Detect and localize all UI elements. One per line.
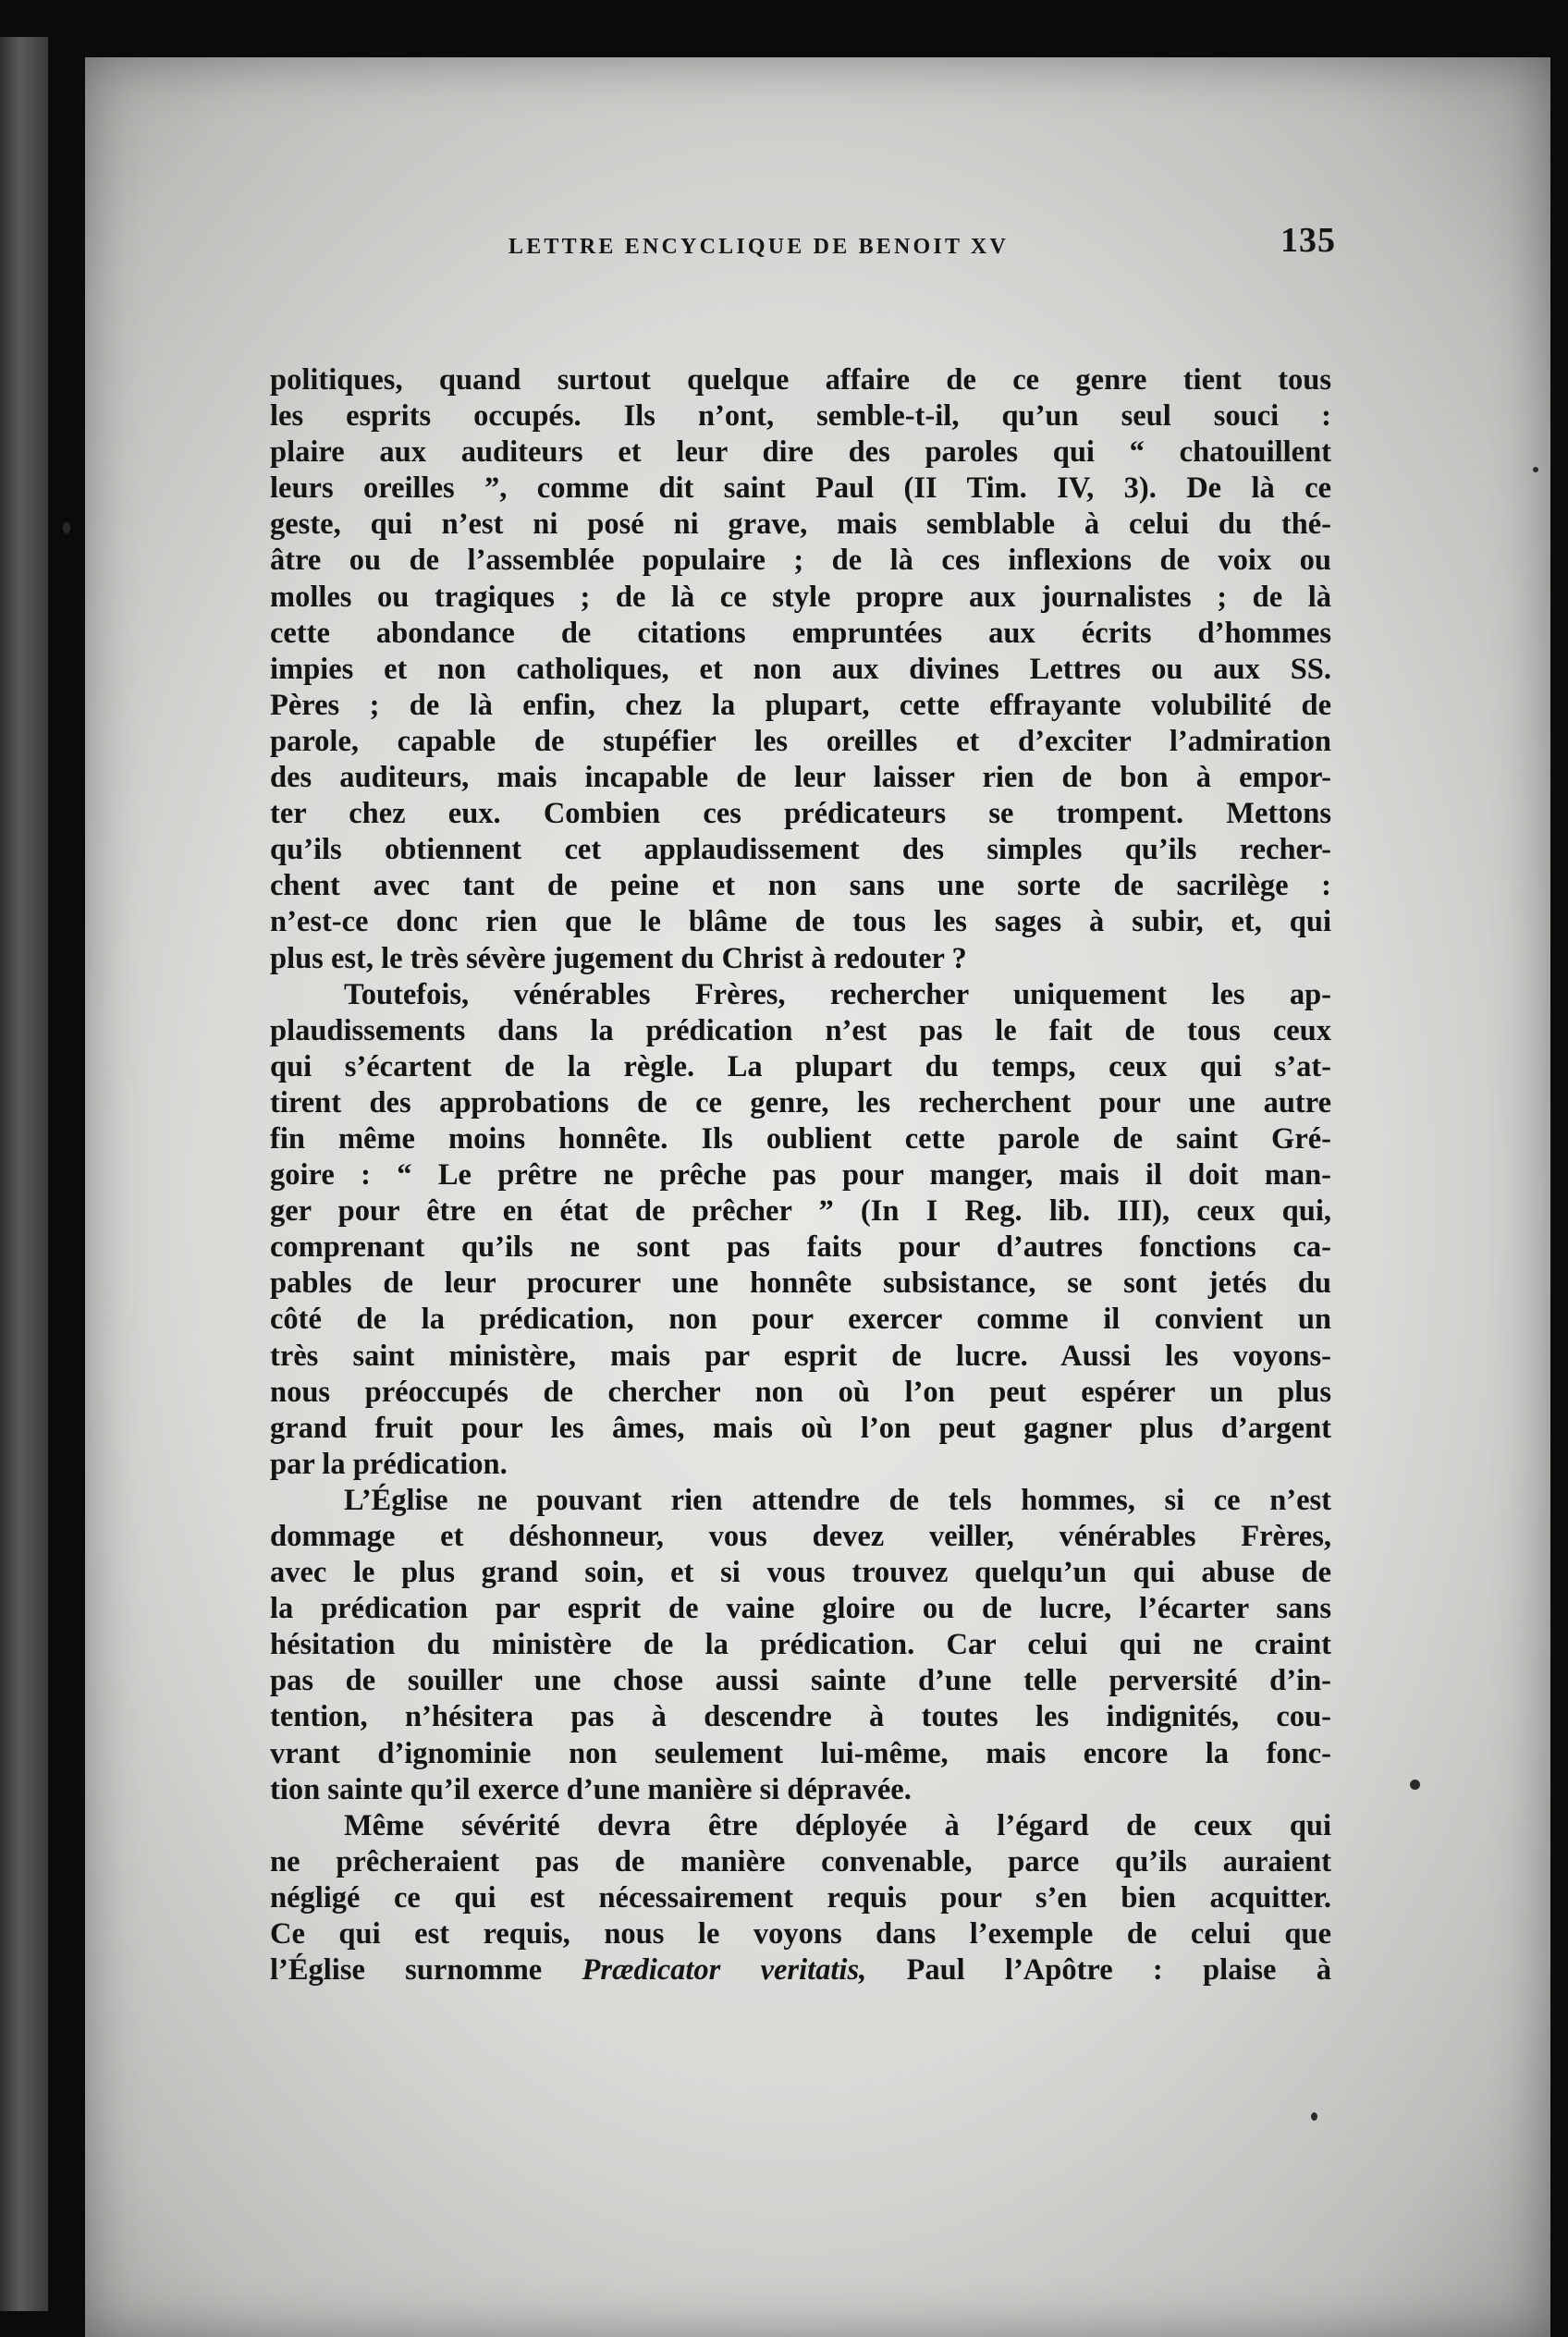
text-line: tirent des approbations de ce genre, les recherchent pour une autre	[270, 1085, 1331, 1120]
text-line: plus est, le très sévère jugement du Christ à redouter ?	[270, 941, 967, 975]
text-line: plaudissements dans la prédication n’est pas le fait de tous ceux	[270, 1013, 1331, 1047]
text-line: ger pour être en état de prêcher ” (In I Reg. lib. III), ceux qui,	[270, 1194, 1331, 1229]
scan-speck	[1311, 2112, 1317, 2121]
text-line: nous préoccupés de chercher non où l’on peut espérer un plus	[270, 1375, 1331, 1409]
text-line: pas de souiller une chose aussi sainte d’une telle perversité d’in-	[270, 1664, 1331, 1698]
text-line: tion sainte qu’il exerce d’une manière si dépravée.	[270, 1772, 912, 1806]
text-segment: l’Église surnomme	[270, 1953, 582, 1988]
text-line: qui s’écartent de la règle. La plupart du temps, ceux qui s’at-	[270, 1049, 1331, 1083]
text-line: grand fruit pour les âmes, mais où l’on peut gagner plus d’argent	[270, 1411, 1331, 1445]
text-line: politiques, quand surtout quelque affaire de ce genre tient tous	[270, 363, 1331, 397]
text-line: cette abondance de citations empruntées aux écrits d’hommes	[270, 616, 1331, 650]
text-line: fin même moins honnête. Ils oublient cette parole de saint Gré-	[270, 1121, 1331, 1156]
text-line: des auditeurs, mais incapable de leur laisser rien de bon à empor-	[270, 761, 1331, 795]
page-number: 135	[1280, 221, 1336, 260]
text-line: molles ou tragiques ; de là ce style propre aux journalistes ; de là	[270, 580, 1331, 614]
paragraph-start-line: L’Église ne pouvant rien attendre de tels hommes, si ce n’est	[344, 1483, 1331, 1517]
text-line: impies et non catholiques, et non aux divines Lettres ou aux SS.	[270, 652, 1331, 686]
text-line: ne prêcheraient pas de manière convenable, parce qu’ils auraient	[270, 1844, 1331, 1878]
text-line: ter chez eux. Combien ces prédicateurs se trompent. Mettons	[270, 797, 1331, 831]
text-line: n’est-ce donc rien que le blâme de tous les sages à subir, et, qui	[270, 905, 1331, 939]
text-line: par la prédication.	[270, 1447, 508, 1481]
body-text	[270, 362, 1331, 2045]
text-line: très saint ministère, mais par esprit de lucre. Aussi les voyons-	[270, 1339, 1331, 1373]
text-line: pables de leur procurer une honnête subsistance, se sont jetés du	[270, 1266, 1331, 1301]
text-line: âtre ou de l’assemblée populaire ; de là ces inflexions de voix ou	[270, 544, 1331, 578]
text-line: tention, n’hésitera pas à descendre à toutes les indignités, cou-	[270, 1700, 1331, 1734]
text-line: chent avec tant de peine et non sans une sorte de sacrilège :	[270, 869, 1331, 903]
text-line: Pères ; de là enfin, chez la plupart, cette effrayante volubilité de	[270, 688, 1331, 722]
adjacent-page-edge	[0, 37, 48, 2311]
text-line: parole, capable de stupéfier les oreilles et d’exciter l’admiration	[270, 724, 1331, 758]
scan-speck	[1410, 1780, 1420, 1790]
italic-term: Prædicator veritatis,	[582, 1953, 867, 1988]
text-segment: Paul l’Apôtre : plaise à	[866, 1953, 1331, 1988]
scan-speck	[1533, 467, 1538, 472]
text-line: goire : “ Le prêtre ne prêche pas pour manger, mais il doit man-	[270, 1158, 1331, 1193]
text-line-mixed	[270, 1952, 1331, 1988]
paragraph-start-line: Même sévérité devra être déployée à l’égard de ceux qui	[344, 1808, 1331, 1842]
text-line: les esprits occupés. Ils n’ont, semble-t-il, qu’un seul souci :	[270, 399, 1331, 434]
text-line: vrant d’ignominie non seulement lui-même, mais encore la fonc-	[270, 1736, 1331, 1770]
text-line: qu’ils obtiennent cet applaudissement des simples qu’ils recher-	[270, 833, 1331, 867]
running-head	[421, 220, 1336, 275]
text-line: Ce qui est requis, nous le voyons dans l’exemple de celui que	[270, 1917, 1331, 1952]
text-line: négligé ce qui est nécessairement requis pour s’en bien acquitter.	[270, 1880, 1331, 1915]
text-line: plaire aux auditeurs et leur dire des paroles qui “ chatouillent	[270, 435, 1331, 470]
text-line: la prédication par esprit de vaine gloire ou de lucre, l’écarter sans	[270, 1592, 1331, 1626]
paragraph-start-line: Toutefois, vénérables Frères, rechercher uniquement les ap-	[344, 977, 1331, 1011]
scan-speck	[63, 522, 70, 533]
text-line: dommage et déshonneur, vous devez veiller, vénérables Frères,	[270, 1520, 1331, 1553]
text-line: comprenant qu’ils ne sont pas faits pour d’autres fonctions ca-	[270, 1230, 1331, 1265]
text-line: avec le plus grand soin, et si vous trouvez quelqu’un qui abuse de	[270, 1556, 1331, 1590]
text-line: leurs oreilles ”, comme dit saint Paul (II Tim. IV, 3). De là ce	[270, 471, 1331, 506]
text-line: côté de la prédication, non pour exercer comme il convient un	[270, 1303, 1331, 1337]
text-line: geste, qui n’est ni posé ni grave, mais semblable à celui du thé-	[270, 508, 1331, 542]
text-line: hésitation du ministère de la prédication. Car celui qui ne craint	[270, 1628, 1331, 1662]
running-title: LETTRE ENCYCLIQUE DE BENOIT XV	[508, 235, 1009, 259]
